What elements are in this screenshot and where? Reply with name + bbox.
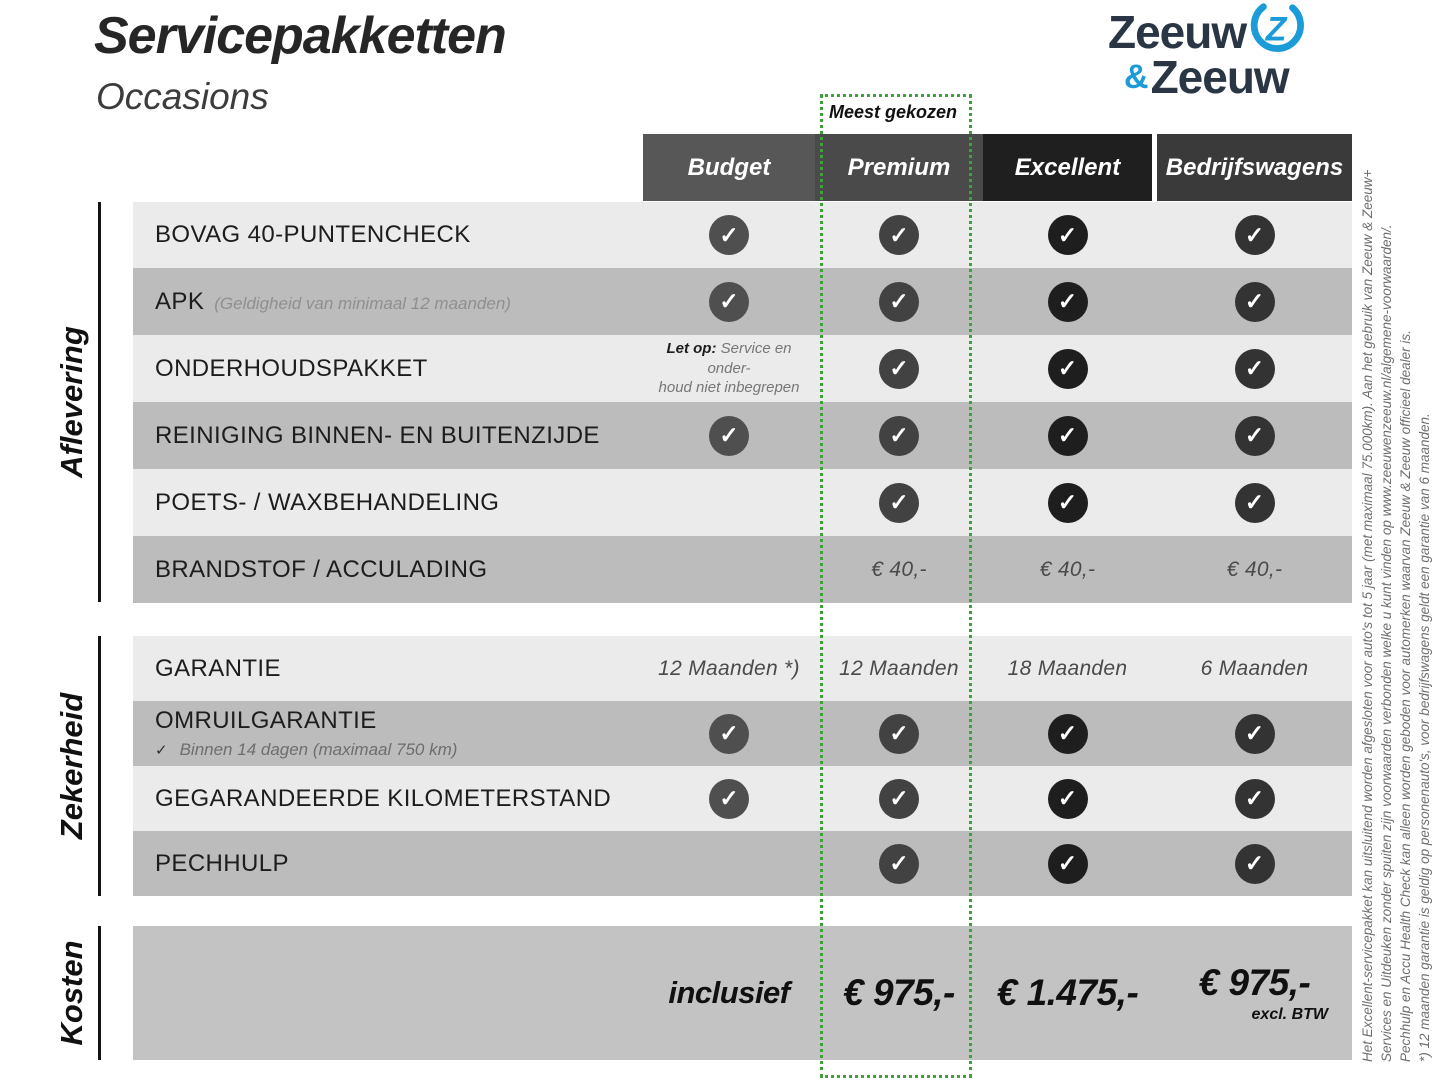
cell-premium — [815, 766, 983, 831]
disclaimer-line-4: *) 12 maanden garantie is geldig op personenauto's, voor bedrijfswagens geldt een garantie van 6 maanden. — [1417, 413, 1432, 1062]
row-label-text: GARANTIE — [155, 654, 281, 682]
most-chosen-label: Meest gekozen — [828, 102, 958, 122]
note-text-line2: houd niet inbegrepen — [658, 379, 800, 397]
row-label-text: POETS- / WAXBEHANDELING — [155, 488, 500, 516]
cell-budget — [643, 268, 815, 335]
row-label-text: APK — [155, 287, 205, 315]
row-label-note: (Geldigheid van minimaal 12 maanden) — [214, 293, 511, 313]
cell-budget — [643, 636, 815, 701]
check-icon: ✓ — [1048, 714, 1088, 754]
logo-z-swoosh-icon — [1248, 0, 1306, 58]
cell-bedrijfswagens-cost — [1157, 926, 1352, 1060]
check-icon: ✓ — [709, 282, 749, 322]
check-icon: ✓ — [1048, 416, 1088, 456]
legal-disclaimer — [1358, 117, 1434, 1062]
cell-premium — [815, 831, 983, 896]
row-label — [155, 536, 487, 603]
cell-bedrijfswagens — [1157, 202, 1352, 268]
check-icon: ✓ — [1048, 215, 1088, 255]
row-label — [155, 402, 600, 469]
check-icon: ✓ — [1235, 844, 1275, 884]
cell-excellent — [983, 766, 1152, 831]
row-label — [155, 202, 471, 268]
row-label-text: GEGARANDEERDE KILOMETERSTAND — [155, 784, 612, 812]
row-label — [155, 766, 611, 831]
column-header-excellent: Excellent — [983, 134, 1152, 201]
page-subtitle: Occasions — [96, 76, 269, 117]
check-icon: ✓ — [1048, 483, 1088, 523]
garantie-value: 12 Maanden — [839, 656, 959, 680]
logo-word-zeeuw: Zeeuw — [1108, 6, 1247, 58]
logo-ampersand: & — [1124, 58, 1149, 96]
cost-row — [133, 926, 1352, 1060]
price-value: € 40,- — [1039, 557, 1096, 581]
cell-excellent — [983, 636, 1152, 701]
row-label — [155, 636, 281, 701]
cell-bedrijfswagens — [1157, 335, 1352, 402]
table-row-brandstof — [133, 536, 1352, 603]
disclaimer-line-1: Het Excellent-servicepakket kan uitsluitend worden afgesloten voor auto's tot 5 jaar (met maximaal 75.000km). Aan het gebruik van Zeeuw & Zeeuw+ — [1360, 169, 1375, 1062]
cell-budget-note — [643, 335, 815, 402]
check-icon: ✓ — [879, 349, 919, 389]
row-label-text: ONDERHOUDSPAKKET — [155, 354, 428, 382]
cell-bedrijfswagens — [1157, 831, 1352, 896]
note-text-line1: Service en onder- — [707, 340, 792, 377]
check-icon: ✓ — [1235, 349, 1275, 389]
cell-budget-cost — [643, 926, 815, 1060]
cell-budget — [643, 402, 815, 469]
cell-premium — [815, 536, 983, 603]
check-icon: ✓ — [879, 215, 919, 255]
column-header-budget: Budget — [643, 134, 815, 201]
table-row-apk — [133, 268, 1352, 335]
check-icon: ✓ — [879, 714, 919, 754]
check-icon: ✓ — [1048, 779, 1088, 819]
section-divider-aflevering — [98, 202, 101, 602]
table-row-bovag — [133, 202, 1352, 268]
cell-premium-cost — [815, 926, 983, 1060]
check-icon: ✓ — [1048, 844, 1088, 884]
row-label — [155, 335, 428, 402]
garantie-value: 6 Maanden — [1200, 656, 1309, 680]
cell-excellent — [983, 402, 1152, 469]
check-icon: ✓ — [879, 483, 919, 523]
page-title: Servicepakketten — [94, 7, 506, 65]
table-row-garantie — [133, 636, 1352, 701]
cell-bedrijfswagens — [1157, 766, 1352, 831]
cell-bedrijfswagens — [1157, 536, 1352, 603]
section-divider-zekerheid — [98, 636, 101, 896]
section-label-zekerheid: Zekerheid — [54, 692, 89, 840]
cell-premium — [815, 402, 983, 469]
cell-budget — [643, 701, 815, 766]
check-icon: ✓ — [1235, 714, 1275, 754]
row-label — [155, 268, 511, 335]
column-header-bedrijfswagens: Bedrijfswagens — [1157, 134, 1352, 201]
check-icon: ✓ — [879, 282, 919, 322]
table-row-pechhulp — [133, 831, 1352, 896]
table-row-kilometerstand — [133, 766, 1352, 831]
check-icon: ✓ — [709, 779, 749, 819]
disclaimer-line-2: Services en Uitdeuken zonder spuiten zijn voorwaarden verbonden welke u kunt vinden op www.zeeuwenzeeuw.nl/algemene-voorwaarden/. — [1379, 224, 1394, 1062]
cell-excellent — [983, 268, 1152, 335]
cell-premium — [815, 335, 983, 402]
cell-premium — [815, 469, 983, 536]
row-label-text: BRANDSTOF / ACCULADING — [155, 555, 488, 583]
check-icon: ✓ — [1235, 483, 1275, 523]
small-check-icon: ✓ — [155, 742, 168, 759]
price-value: € 40,- — [1226, 557, 1283, 581]
cell-excellent — [983, 335, 1152, 402]
check-icon: ✓ — [879, 779, 919, 819]
check-icon: ✓ — [709, 714, 749, 754]
table-row-onderhoudspakket — [133, 335, 1352, 402]
cell-excellent — [983, 831, 1152, 896]
cell-budget — [643, 202, 815, 268]
garantie-value: 12 Maanden *) — [658, 656, 800, 680]
logo-word-zeeuw-2: Zeeuw — [1150, 51, 1289, 103]
table-row-poets-wax — [133, 469, 1352, 536]
cell-excellent — [983, 536, 1152, 603]
logo-line-2 — [1124, 51, 1306, 103]
check-icon: ✓ — [1235, 282, 1275, 322]
cell-excellent — [983, 701, 1152, 766]
check-icon: ✓ — [1235, 779, 1275, 819]
section-divider-kosten — [98, 926, 101, 1060]
cell-bedrijfswagens — [1157, 402, 1352, 469]
table-row-reiniging — [133, 402, 1352, 469]
row-label — [155, 469, 499, 536]
garantie-value: 18 Maanden — [1007, 656, 1128, 680]
row-label — [155, 831, 289, 896]
check-icon: ✓ — [709, 215, 749, 255]
check-icon: ✓ — [1048, 349, 1088, 389]
row-label — [155, 701, 457, 766]
row-sub-note — [155, 740, 457, 760]
table-row-omruilgarantie — [133, 701, 1352, 766]
check-icon: ✓ — [1048, 282, 1088, 322]
svg-text:Z: Z — [1265, 10, 1287, 49]
disclaimer-line-3: Pechhulp en Accu Health Check kan alleen worden geboden voor automerken waarvan Zeeuw & Zeeuw officieel dealer is. — [1398, 330, 1413, 1062]
check-icon: ✓ — [1235, 215, 1275, 255]
cell-excellent-cost — [983, 926, 1152, 1060]
cell-premium — [815, 636, 983, 701]
price-value: € 40,- — [871, 557, 927, 581]
cell-premium — [815, 202, 983, 268]
cost-note-excl-btw: excl. BTW — [1251, 1006, 1328, 1023]
check-icon: ✓ — [1235, 416, 1275, 456]
check-icon: ✓ — [709, 416, 749, 456]
zeeuw-en-zeeuw-logo — [1108, 6, 1306, 103]
cost-value-bedrijfswagens: € 975,- — [1198, 962, 1311, 1003]
cost-value-premium: € 975,- — [843, 972, 955, 1013]
row-label-text: OMRUILGARANTIE — [155, 707, 377, 734]
check-icon: ✓ — [879, 844, 919, 884]
cell-premium — [815, 701, 983, 766]
cell-budget — [643, 766, 815, 831]
cell-bedrijfswagens — [1157, 469, 1352, 536]
cell-premium — [815, 268, 983, 335]
cell-excellent — [983, 469, 1152, 536]
row-label-text: PECHHULP — [155, 849, 289, 877]
cell-bedrijfswagens — [1157, 701, 1352, 766]
check-icon: ✓ — [879, 416, 919, 456]
note-bold-text: Let op: — [666, 340, 717, 358]
row-label-text: BOVAG 40-PUNTENCHECK — [155, 221, 471, 248]
sub-note-text: Binnen 14 dagen (maximaal 750 km) — [179, 740, 458, 759]
row-label-text: REINIGING BINNEN- EN BUITENZIJDE — [155, 421, 600, 449]
cost-value-excellent: € 1.475,- — [996, 972, 1139, 1013]
cell-bedrijfswagens — [1157, 268, 1352, 335]
cost-value-budget: inclusief — [668, 975, 790, 1010]
section-label-kosten: Kosten — [54, 940, 89, 1046]
section-label-aflevering: Aflevering — [54, 326, 89, 478]
column-header-premium: Premium — [815, 134, 983, 201]
cell-bedrijfswagens — [1157, 636, 1352, 701]
cell-excellent — [983, 202, 1152, 268]
